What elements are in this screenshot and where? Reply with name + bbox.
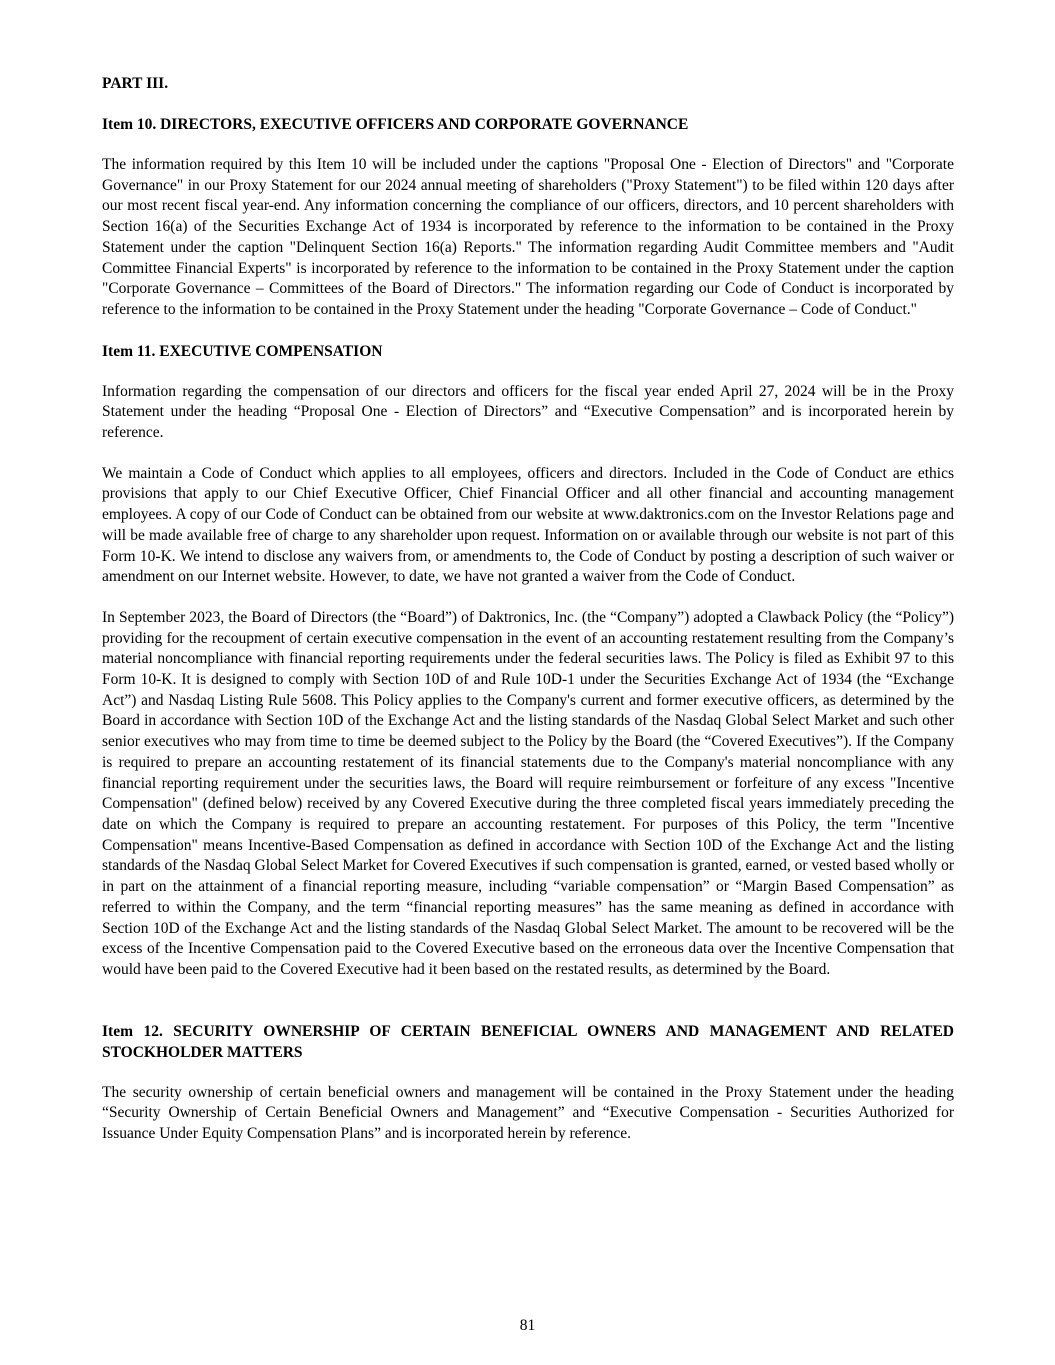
item-11-paragraph-code-of-conduct: We maintain a Code of Conduct which applies to all employees, officers and directors. Included in the Code of Conduct are ethics provisions that apply to our Chief Executive Officer, Chief Financial Officer and all other financial and accounting management employees. A copy of our Code of Conduct can be obtained from our website at www.daktronics.com on the Investor Relations page and will be made available free of charge to any shareholder upon request. Information on or available through our website is not part of this Form 10-K. We intend to disclose any waivers from, or amendments to, the Code of Conduct by posting a description of such waiver or amendment on our Internet website. However, to date, we have not granted a waiver from the Code of Conduct. <box>102 464 954 586</box>
item-11-heading: Item 11. EXECUTIVE COMPENSATION <box>102 342 383 360</box>
item-11-paragraph-compensation: Information regarding the compensation of our directors and officers for the fiscal year ended April 27, 2024 will be in the Proxy Statement under the heading “Proposal One - Election of Directors” and “Executive Compensation” and is incorporated herein by reference. <box>102 382 954 442</box>
item-11-paragraph-clawback-policy: In September 2023, the Board of Directors (the “Board”) of Daktronics, Inc. (the “Company”) adopted a Clawback Policy (the “Policy”) providing for the recoupment of certain executive compensation in the event of an accounting restatement resulting from the Company’s material noncompliance with financial reporting requirements under the federal securities laws. The Policy is filed as Exhibit 97 to this Form 10-K. It is designed to comply with Section 10D of and Rule 10D-1 under the Securities Exchange Act of 1934 (the “Exchange Act”) and Nasdaq Listing Rule 5608. This Policy applies to the Company's current and former executive officers, as determined by the Board in accordance with Section 10D of the Exchange Act and the listing standards of the Nasdaq Global Select Market and such other senior executives who may from time to time be deemed subject to the Policy by the Board (the “Covered Executives”). If the Company is required to prepare an accounting restatement of its financial statements due to the Company's material noncompliance with any financial reporting requirement under the securities laws, the Board will require reimbursement or forfeiture of any excess "Incentive Compensation" (defined below) received by any Covered Executive during the three completed fiscal years immediately preceding the date on which the Company is required to prepare an accounting restatement. For purposes of this Policy, the term "Incentive Compensation" means Incentive-Based Compensation as defined in accordance with Section 10D of the Exchange Act and the listing standards of the Nasdaq Global Select Market for Covered Executives if such compensation is granted, earned, or vested based wholly or in part on the attainment of a financial reporting measure, including “variable compensation” or “Margin Based Compensation” as referred to within the Company, and the term “financial reporting measures” has the same meaning as defined in accordance with Section 10D of the Exchange Act and the listing standards of the Nasdaq Global Select Market. The amount to be recovered will be the excess of the Incentive Compensation paid to the Covered Executive based on the erroneous data over the Incentive Compensation that would have been paid to the Covered Executive had it been based on the restated results, as determined by the Board. <box>102 608 954 978</box>
page-number: 81 <box>519 1317 536 1334</box>
item-10-section <box>102 114 954 321</box>
item-12-heading: Item 12. SECURITY OWNERSHIP OF CERTAIN BENEFICIAL OWNERS AND MANAGEMENT AND RELATED STOCKHOLDER MATTERS <box>102 1022 954 1061</box>
item-12-paragraph: The security ownership of certain beneficial owners and management will be contained in the Proxy Statement under the heading “Security Ownership of Certain Beneficial Owners and Management” and “Executive Compensation - Securities Authorized for Issuance Under Equity Compensation Plans” and is incorporated herein by reference. <box>102 1083 954 1143</box>
part-title: PART III. <box>102 75 169 92</box>
document-page <box>102 73 954 1165</box>
item-12-section <box>102 1021 954 1145</box>
item-10-paragraph: The information required by this Item 10 will be included under the captions "Proposal One - Election of Directors" and "Corporate Governance" in our Proxy Statement for our 2024 annual meeting of shareholders ("Proxy Statement") to be filed within 120 days after our most recent fiscal year-end. Any information concerning the compliance of our officers, directors, and 10 percent shareholders with Section 16(a) of the Securities Exchange Act of 1934 is incorporated by reference to the information to be contained in the Proxy Statement under the caption "Delinquent Section 16(a) Reports." The information regarding Audit Committee members and "Audit Committee Financial Experts" is incorporated by reference to the information to be contained in the Proxy Statement under the caption "Corporate Governance – Committees of the Board of Directors." The information regarding our Code of Conduct is incorporated by reference to the information to be contained in the Proxy Statement under the heading "Corporate Governance – Code of Conduct." <box>102 156 954 318</box>
item-10-heading: Item 10. DIRECTORS, EXECUTIVE OFFICERS AND CORPORATE GOVERNANCE <box>102 116 689 133</box>
item-11-section <box>102 341 954 981</box>
